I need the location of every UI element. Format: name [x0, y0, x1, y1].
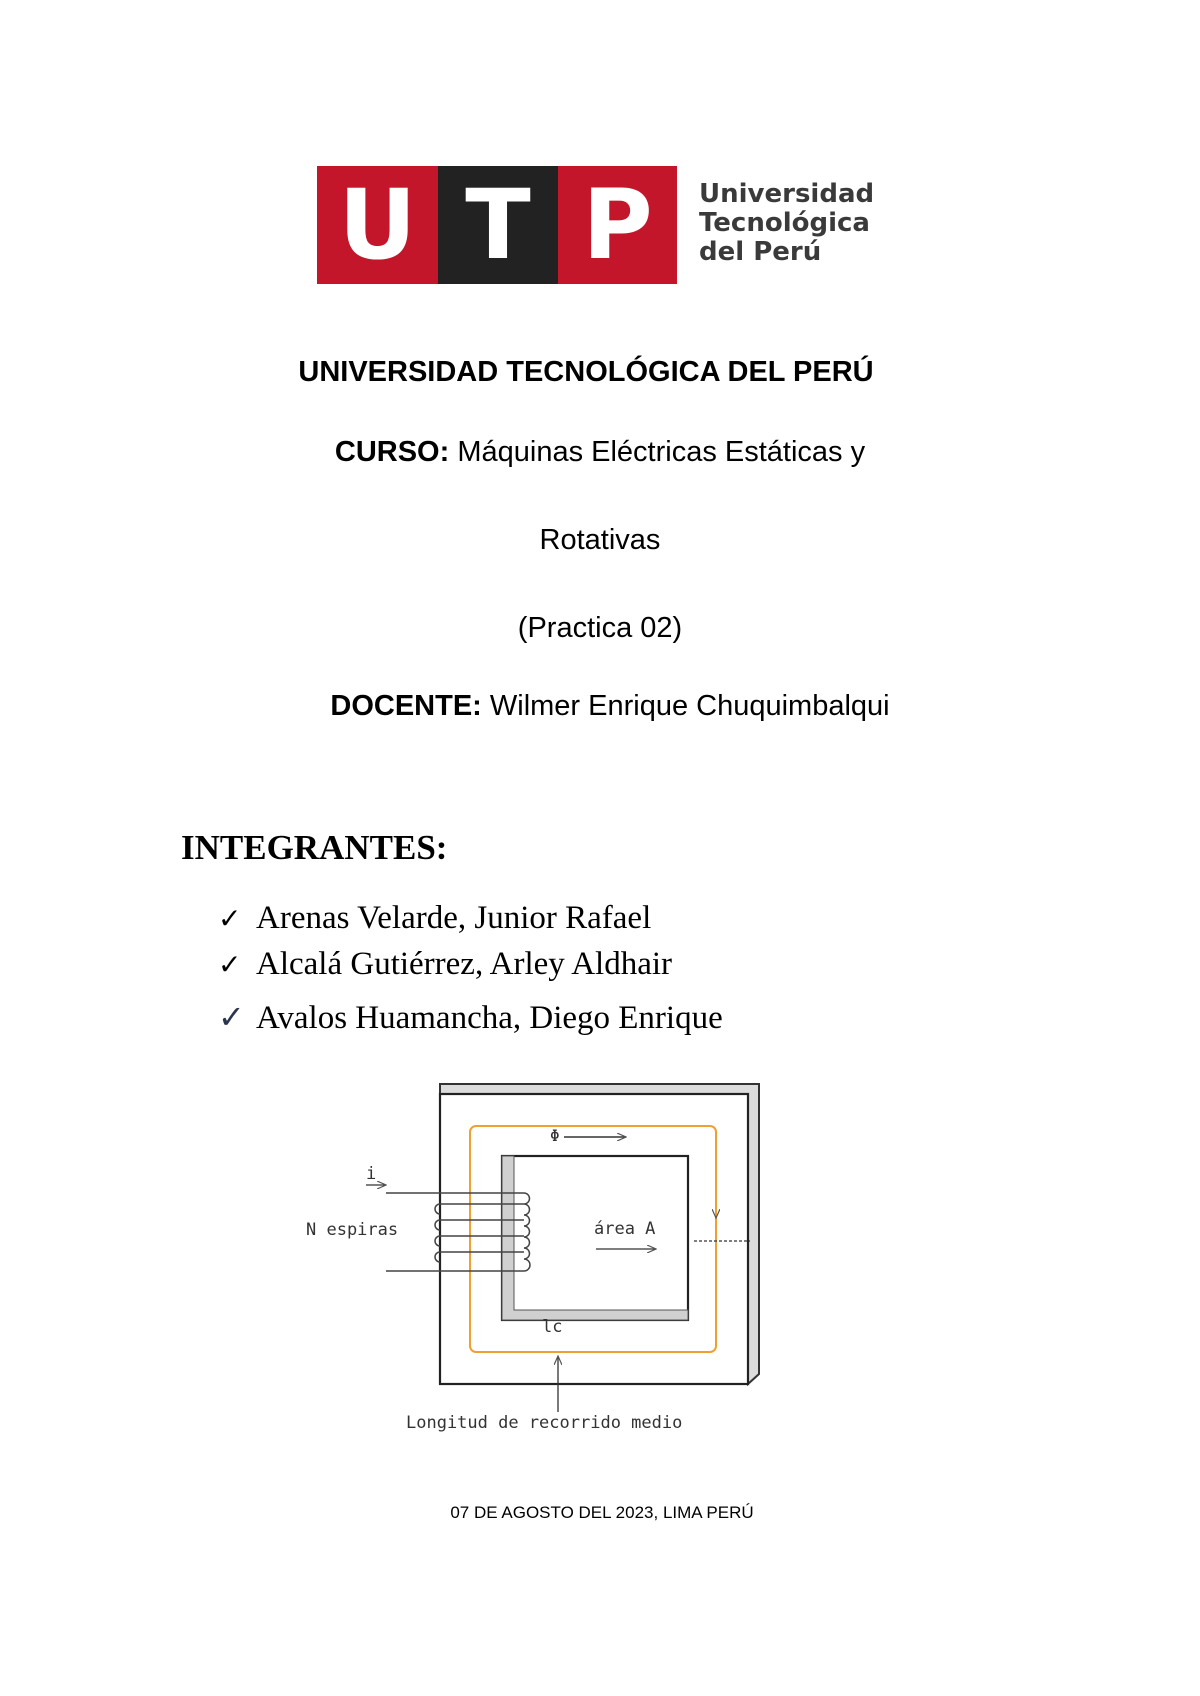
university-title: UNIVERSIDAD TECNOLÓGICA DEL PERÚ — [298, 356, 874, 388]
logo-name-line-2: Tecnológica — [699, 208, 870, 238]
logo-letter-t: T — [438, 166, 558, 284]
area-label: área A — [594, 1219, 656, 1239]
logo-name-line-1: Universidad — [699, 179, 875, 209]
list-item — [218, 900, 723, 946]
member-name: Avalos Huamancha, Diego Enrique — [256, 1000, 723, 1036]
course-line-2: Rotativas — [539, 524, 661, 556]
practice-number: (Practica 02) — [517, 612, 683, 644]
magnetic-core-diagram — [294, 1060, 830, 1440]
teacher-label: DOCENTE: — [330, 690, 482, 722]
list-item — [218, 998, 723, 1044]
course-label: CURSO: — [334, 436, 450, 468]
footer-date-place: 07 DE AGOSTO DEL 2023, LIMA PERÚ — [450, 1503, 754, 1522]
course-line — [0, 436, 1200, 469]
logo-letter-u: U — [317, 166, 438, 284]
logo-university-name — [699, 180, 874, 267]
member-name: Alcalá Gutiérrez, Arley Aldhair — [256, 946, 672, 982]
utp-logo — [317, 166, 875, 284]
path-length-label: lc — [542, 1317, 563, 1337]
check-icon: ✓ — [218, 902, 242, 935]
current-label: i — [366, 1164, 377, 1184]
diagram-caption: Longitud de recorrido medio — [406, 1413, 683, 1433]
members-heading: INTEGRANTES: — [181, 828, 448, 867]
teacher-line — [10, 690, 1200, 723]
course-value: Máquinas Eléctricas Estáticas y — [449, 436, 866, 468]
members-list — [218, 900, 723, 1044]
teacher-value: Wilmer Enrique Chuquimbalqui — [481, 690, 890, 722]
list-item — [218, 946, 723, 992]
logo-name-line-3: del Perú — [699, 237, 822, 267]
flux-label: Φ — [550, 1126, 560, 1145]
check-icon: ✓ — [218, 948, 242, 981]
member-name: Arenas Velarde, Junior Rafael — [256, 900, 652, 936]
turns-label: N espiras — [306, 1220, 399, 1240]
logo-letter-p: P — [558, 166, 677, 284]
check-icon: ✓ — [218, 998, 245, 1036]
